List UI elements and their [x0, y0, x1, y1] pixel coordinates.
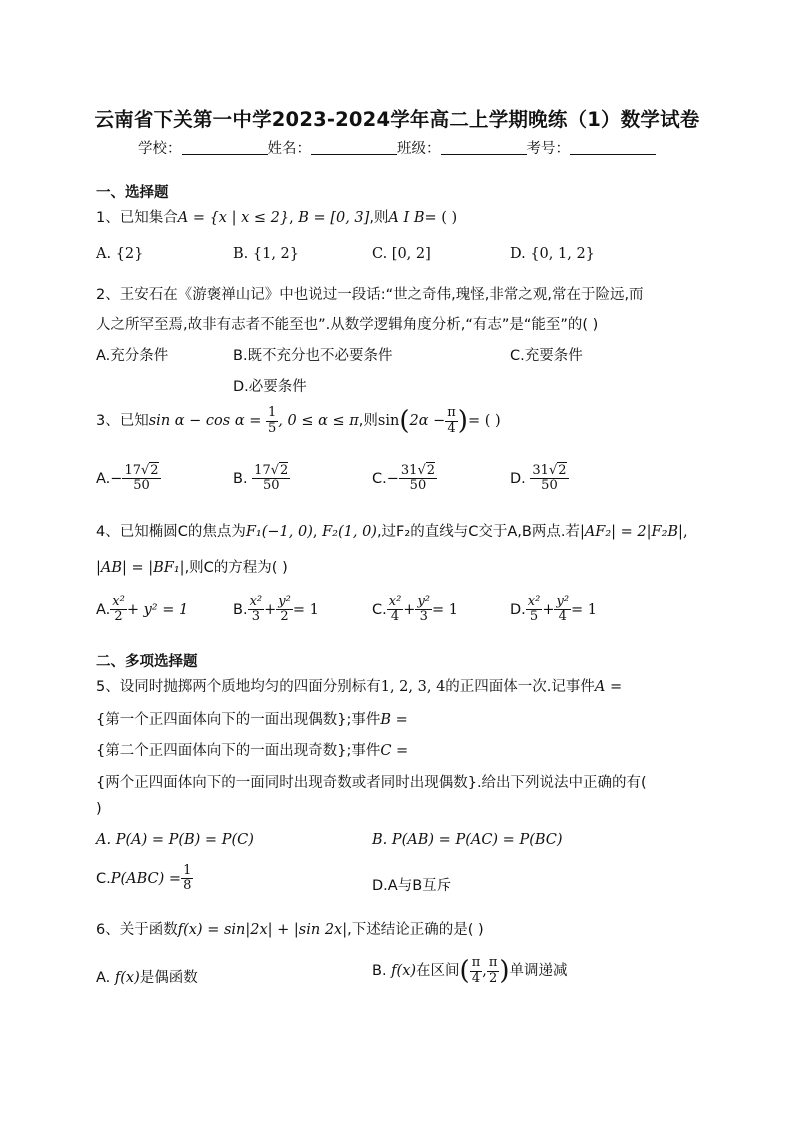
q5-option-d[interactable]: D.A与B互斥 [372, 878, 452, 894]
question-2-line-1: 2、王安石在《游褒禅山记》中也说过一段话:“世之奇伟,瑰怪,非常之观,常在于险远,而 [96, 287, 644, 303]
q2-option-c[interactable]: C.充要条件 [510, 348, 583, 364]
q3-option-a[interactable]: A.− $\frac{17√2}{50}$ [96, 463, 159, 494]
q3-given: sin α − cos α = [148, 413, 262, 429]
q3-tail: = ( ) [467, 413, 501, 429]
question-2-line-2: 人之所罕至焉,故非有志者不能至也”.从数学逻辑角度分析,“有志”是“能至”的( ) [96, 317, 599, 333]
q3-option-b[interactable]: B. $\frac{17√2}{50}$ [233, 463, 289, 494]
q1-prefix: 1、已知集合 [96, 210, 178, 226]
q3-fraction-one-fifth: $\frac{1}{5}$ [267, 405, 277, 436]
question-5-line-2: {第一个正四面体向下的一面出现偶数};事件B = [96, 712, 408, 728]
q3-inner: 2α − [409, 413, 446, 429]
q4-option-a[interactable]: A. $\frac{\text{x²}}{2}$ + y² = 1 [96, 594, 189, 625]
q4-option-b[interactable]: B. $\frac{\text{x²}}{3}$ + $\frac{\text{y²}}{2}$ = 1 [233, 594, 319, 625]
q1-expr: A I B [388, 210, 425, 226]
q1-option-d[interactable]: D. {0, 1, 2} [510, 246, 595, 262]
q5-option-c[interactable]: C.P(ABC) = $\frac{1}{8}$ [96, 863, 192, 894]
exam-title: 云南省下关第一中学2023-2024学年高二上学期晚练（1）数学试卷 [94, 108, 700, 131]
question-5-line-1: 5、设同时抛掷两个质地均匀的四面分别标有1, 2, 3, 4的正四面体一次.记事件A = [96, 679, 623, 695]
name-label: 姓名： [267, 141, 311, 157]
q3-prefix: 3、已知 [96, 413, 149, 429]
question-5-line-4: {两个正四面体向下的一面同时出现奇数或者同时出现偶数}.给出下列说法中正确的有( [96, 775, 647, 791]
question-6-stem: 6、关于函数f(x) = sin|2x| + |sin 2x|,下述结论正确的是( ) [96, 922, 484, 938]
q2-option-d[interactable]: D.必要条件 [233, 379, 307, 395]
q1-set-a: A = {x | x ≤ 2} [177, 210, 290, 226]
question-1-stem: 1、已知集合A = {x | x ≤ 2}, B = [0, 3],则A I B= ( ) [96, 210, 458, 226]
q6-option-a[interactable]: A. f(x)是偶函数 [96, 970, 198, 986]
q4-focus-2: F₂(1, 0) [322, 524, 377, 540]
q1-tail: = ( ) [424, 210, 458, 226]
q3-option-c[interactable]: C.− $\frac{31√2}{50}$ [372, 463, 436, 494]
section-heading-single-choice: 一、选择题 [96, 185, 169, 201]
number-blank[interactable] [570, 140, 656, 155]
q3-range: , 0 ≤ α ≤ π [278, 413, 359, 429]
student-info-line [0, 137, 794, 158]
q4-option-d[interactable]: D. $\frac{\text{x²}}{5}$ + $\frac{\text{y²}}{4}$ = 1 [510, 594, 598, 625]
q1-ask: ,则 [369, 210, 389, 226]
school-blank[interactable] [182, 140, 268, 155]
q3-sin: sin [377, 413, 400, 429]
q6-function: f(x) = sin|2x| + |sin 2x| [177, 922, 348, 938]
number-label: 考号： [526, 141, 570, 157]
q3-option-d[interactable]: D. $\frac{31√2}{50}$ [510, 463, 567, 494]
class-label: 班级： [397, 141, 441, 157]
q2-option-a[interactable]: A.充分条件 [96, 348, 169, 364]
class-blank[interactable] [441, 140, 527, 155]
section-heading-multiple-choice: 二、多项选择题 [96, 654, 198, 670]
q4-condition-1: |AF₂| = 2|F₂B| [579, 524, 683, 540]
q1-set-b: B = [0, 3] [298, 210, 370, 226]
q3-fraction-pi-over-4: $\frac{\pi}{4}$ [447, 405, 456, 436]
q5-option-a[interactable]: A. P(A) = P(B) = P(C) [96, 832, 254, 848]
q6-option-b[interactable]: B. f(x)在区间( $\frac{\pi}{4}$ , $\frac{\pi}{2}$ )单调递减 [372, 955, 568, 986]
q4-condition-2: |AB| = |BF₁| [96, 560, 185, 576]
name-blank[interactable] [311, 140, 397, 155]
q1-option-c[interactable]: C. [0, 2] [372, 246, 431, 262]
question-3-stem: 3、已知sin α − cos α = $\frac{1}{5}$ , 0 ≤ α ≤ π,则sin(2α − $\frac{\pi}{4}$ )= ( ) [96, 405, 501, 436]
q1-option-b[interactable]: B. {1, 2} [233, 246, 299, 262]
question-5-line-3: {第二个正四面体向下的一面出现奇数};事件C = [96, 743, 409, 759]
q4-focus-1: F₁(−1, 0) [245, 524, 313, 540]
question-5-line-5: ) [96, 801, 102, 817]
q4-option-c[interactable]: C. $\frac{\text{x²}}{4}$ + $\frac{\text{y²}}{3}$ = 1 [372, 594, 458, 625]
q5-option-b[interactable]: B. P(AB) = P(AC) = P(BC) [372, 832, 563, 848]
q1-option-a[interactable]: A. {2} [96, 246, 144, 262]
school-label: 学校： [138, 141, 182, 157]
q2-option-b[interactable]: B.既不充分也不必要条件 [233, 348, 393, 364]
question-4-line-1: 4、已知椭圆C的焦点为F₁(−1, 0), F₂(1, 0),过F₂的直线与C交于A,B两点.若|AF₂| = 2|F₂B|, [96, 524, 688, 540]
question-4-line-2: |AB| = |BF₁|,则C的方程为( ) [96, 560, 288, 576]
q3-ask: ,则 [358, 413, 378, 429]
